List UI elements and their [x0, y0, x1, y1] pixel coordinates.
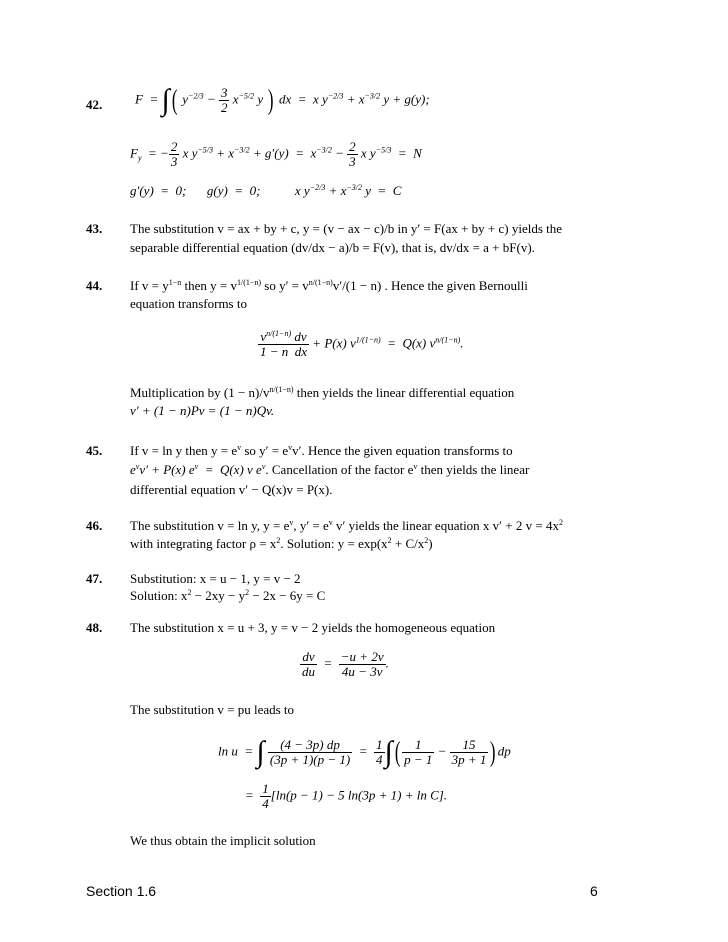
text-line: differential equation v′ − Q(x)v = P(x).	[130, 482, 333, 497]
text-line: $e^vv' + P(x) e^v = Q(x)$ v $e^v$. Cancellation of the factor $e^v$ then yields the linear	[130, 462, 530, 477]
text-line: If $v = y^{1-n}$ then $y = v^{1/(1-n)}$ so $y' = v^{n/(1-n)}v'/(1 - n)$ . Hence the given Bernoulli	[130, 278, 528, 293]
text-line: with integrating factor $\rho = x^2$. Solution: $y = \exp(x^2 + C/x^2)$	[130, 536, 433, 551]
equation-48b: ln u = ∫ $\frac{(4 - 3p) dp}{(3p + 1)(p - 1)}$ = $\frac{1}{4}$ ∫( $\frac{1}{p - 1}$ − $\frac{15}{3p + 1}$ ) dp	[218, 735, 511, 769]
page-number: 6	[590, 883, 598, 899]
text-line: The substitution v = pu leads to	[130, 702, 295, 717]
equation-48a: $\frac{dv}{du}$ = $\frac{-u + 2v}{4u - 3v}$ .	[302, 649, 389, 679]
text-line: v′ + (1 − n)Pv = (1 − n)Qv.	[130, 403, 275, 418]
problem-number: 45.	[86, 443, 103, 458]
text-line: Substitution: x = u − 1, y = v − 2	[130, 571, 301, 586]
equation-42a: F = ∫( $y^{-2/3}$ − $\frac{3}{2}$ $x^{-5/2}$ y ) dx = x $y^{-2/3} + x^{-3/2}$ y + g(y);	[135, 83, 430, 117]
text-line: equation transforms to	[130, 296, 247, 311]
equation-42c: g′(y) = 0; g(y) = 0; x $y^{-2/3} + x^{-3/2}$ y = C	[130, 183, 402, 198]
text-line: The substitution x = u + 3, y = v − 2 yields the homogeneous equation	[130, 620, 496, 635]
problem-number: 47.	[86, 571, 103, 586]
text-line: separable differential equation (dv/dx − a)/b = F(v), that is, dv/dx = a + bF(v).	[130, 240, 535, 255]
text-line: Multiplication by $(1 - n)/v^{n/(1-n)}$ then yields the linear differential equation	[130, 385, 515, 400]
text-line: The substitution v = ax + by + c, y = (v − ax − c)/b in y′ = F(ax + by + c) yields the	[130, 221, 563, 236]
text-line: The substitution v = ln y, $y = e^v$, $y' = e^v$ v′ yields the linear equation x v′ + 2 $v = 4x^2$	[130, 518, 563, 533]
problem-number: 48.	[86, 620, 103, 635]
problem-number: 42.	[86, 97, 103, 112]
footer-section: Section 1.6	[86, 883, 157, 899]
problem-number: 46.	[86, 518, 103, 533]
equation-48c: = $\frac{1}{4}$ [ln(p − 1) − 5 ln(3p + 1) + ln C].	[245, 781, 448, 811]
problem-number: 44.	[86, 278, 103, 293]
text-line: If v = ln y then $y = e^v$ so $y' = e^vv'$. Hence the given equation transforms to	[130, 443, 513, 458]
text-line: We thus obtain the implicit solution	[130, 833, 316, 848]
equation-42b: $F_y$ = − $\frac{2}{3}$ x $y^{-5/3} + x^{-3/2} + g'(y) = x^{-3/2}$ − $\frac{2}{3}$ x $y^{-5/3} = N$	[130, 139, 422, 169]
equation-44: $\frac{v^{n/(1-n)} dv}{\text{1 − n dx}}$ + P(x) $v^{1/(1-n)} = Q(x)$ $v^{n/(1-n)}$.	[260, 329, 464, 359]
problem-number: 43.	[86, 221, 103, 236]
text-line: Solution: $x^2 - 2xy - y^2 - 2x - 6y = C$	[130, 588, 326, 603]
